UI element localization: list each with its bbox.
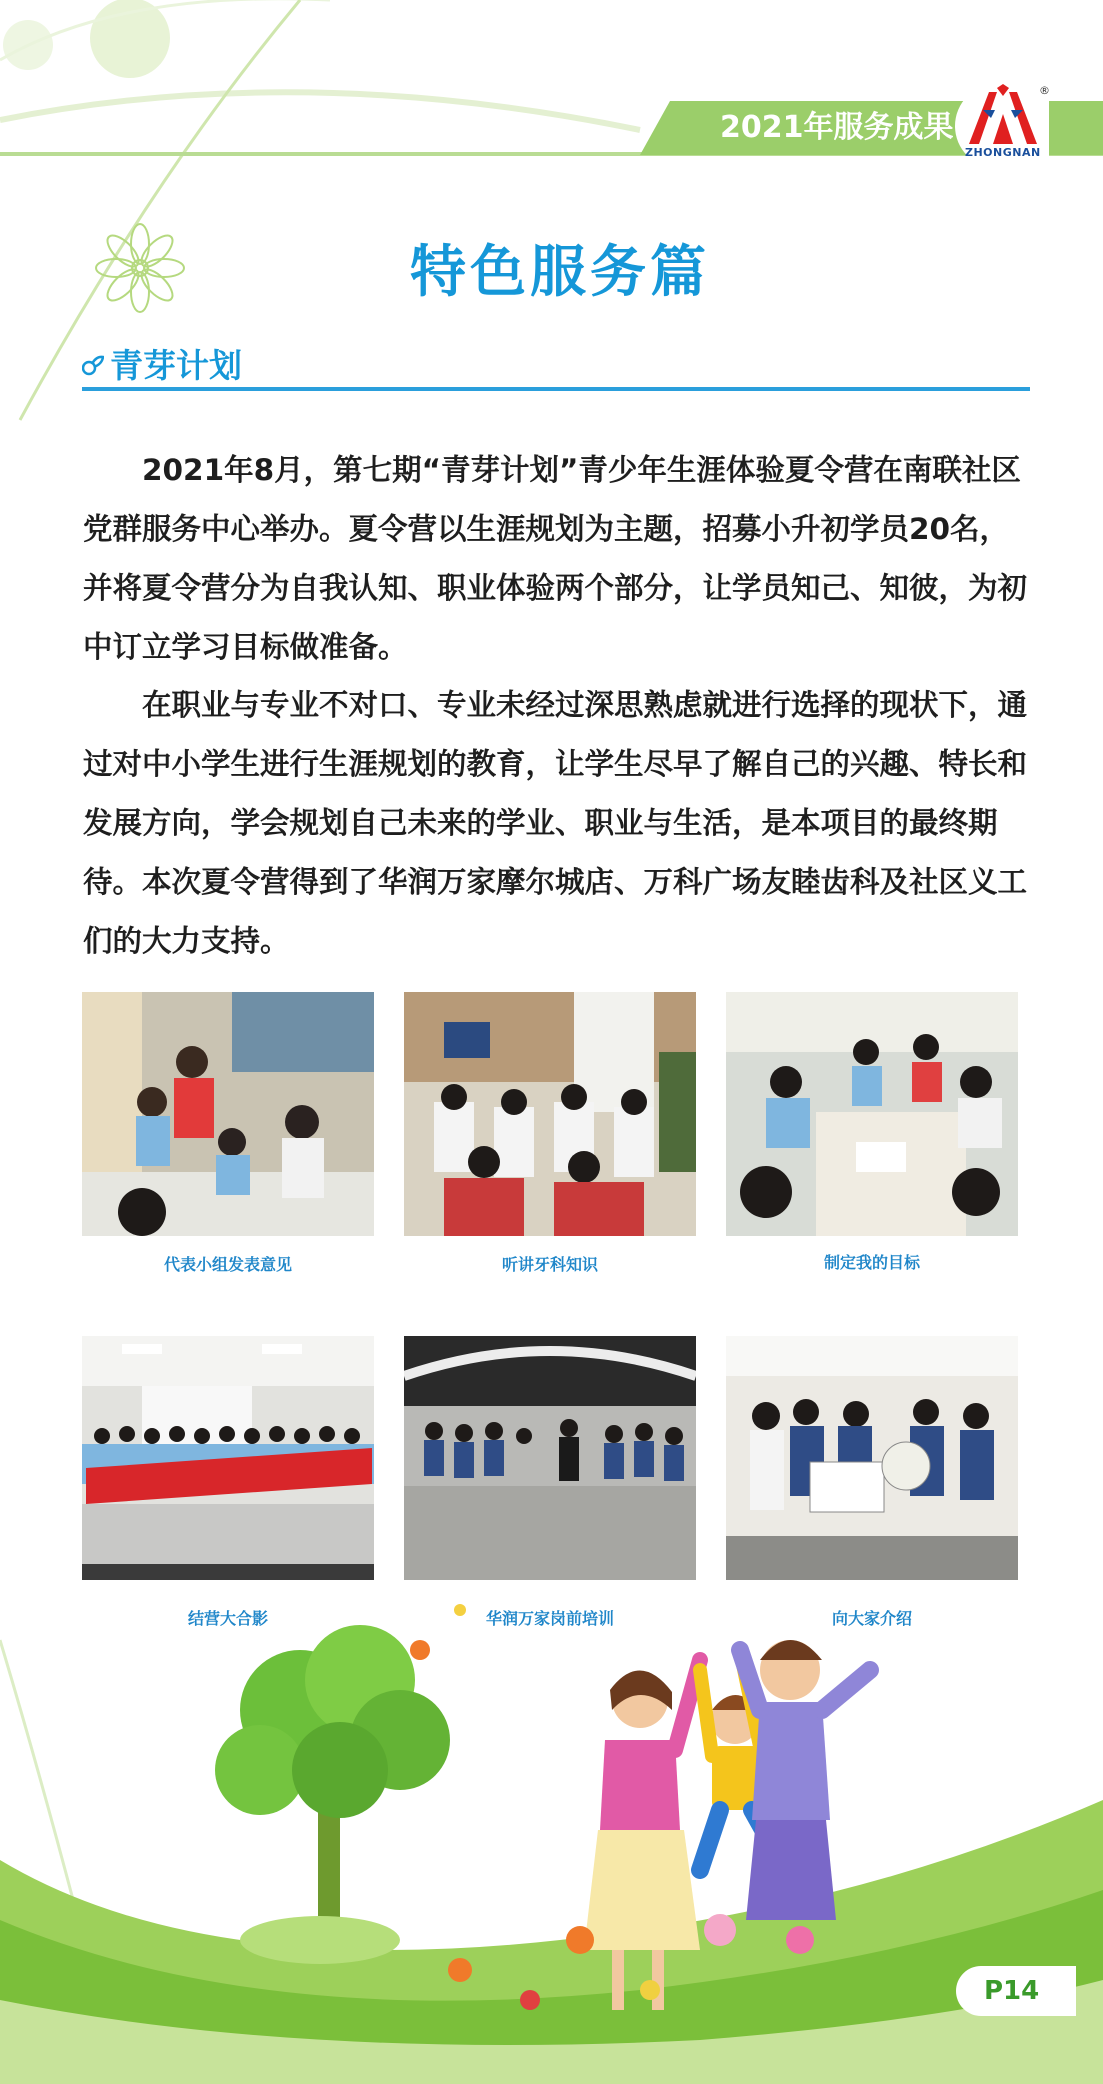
father-figure-icon bbox=[740, 1640, 870, 1920]
photo-caption-2: 听讲牙科知识 bbox=[501, 1255, 598, 1274]
company-logo bbox=[955, 84, 1049, 168]
tree-icon bbox=[215, 1625, 450, 1964]
photo-dental-lecture bbox=[404, 992, 696, 1236]
paragraph-2: 在职业与专业不对口、专业未经过深思熟虑就进行选择的现状下，通过对中小学生进行生涯规划的教育，让学生尽早了解自己的兴趣、特长和发展方向，学会规划自己未来的学业、职业与生活，是本项目的最终期待。本次夏令营得到了华润万家摩尔城店、万科广场友睦齿科及社区义工们的大力支持。 bbox=[83, 688, 1028, 958]
photo-setting-goals bbox=[726, 992, 1018, 1236]
photo-introduction bbox=[726, 1336, 1018, 1580]
photo-caption-5: 华润万家岗前培训 bbox=[485, 1609, 614, 1628]
photo-caption-1: 代表小组发表意见 bbox=[163, 1255, 292, 1274]
photo-caption-6: 向大家介绍 bbox=[831, 1609, 912, 1628]
header-title: 2021年服务成果 bbox=[720, 110, 954, 145]
section-title: 青芽计划 bbox=[110, 346, 242, 385]
family-illustration bbox=[0, 1560, 1103, 2084]
zhongnan-logo-icon bbox=[965, 84, 1041, 148]
paragraph-1: 2021年8月，第七期“青芽计划”青少年生涯体验夏令营在南联社区党群服务中心举办。夏令营以生涯规划为主题，招募小升初学员20名，并将夏令营分为自我认知、职业体验两个部分，让学员知己、知彼，为初中订立学习目标做准备。 bbox=[83, 453, 1028, 664]
section-rule bbox=[82, 387, 1030, 391]
page-title: 特色服务篇 bbox=[410, 240, 710, 305]
photo-group-picture bbox=[82, 1336, 374, 1580]
registered-mark: ® bbox=[1039, 84, 1050, 97]
logo-text: ZHONGNAN bbox=[965, 146, 1041, 159]
page-number: P14 bbox=[956, 1966, 1076, 2016]
leaf-icon bbox=[82, 354, 104, 376]
photo-caption-3: 制定我的目标 bbox=[823, 1253, 920, 1272]
photo-caption-4: 结营大合影 bbox=[187, 1609, 268, 1628]
photo-group-discussion bbox=[82, 992, 374, 1236]
photo-store-training bbox=[404, 1336, 696, 1580]
